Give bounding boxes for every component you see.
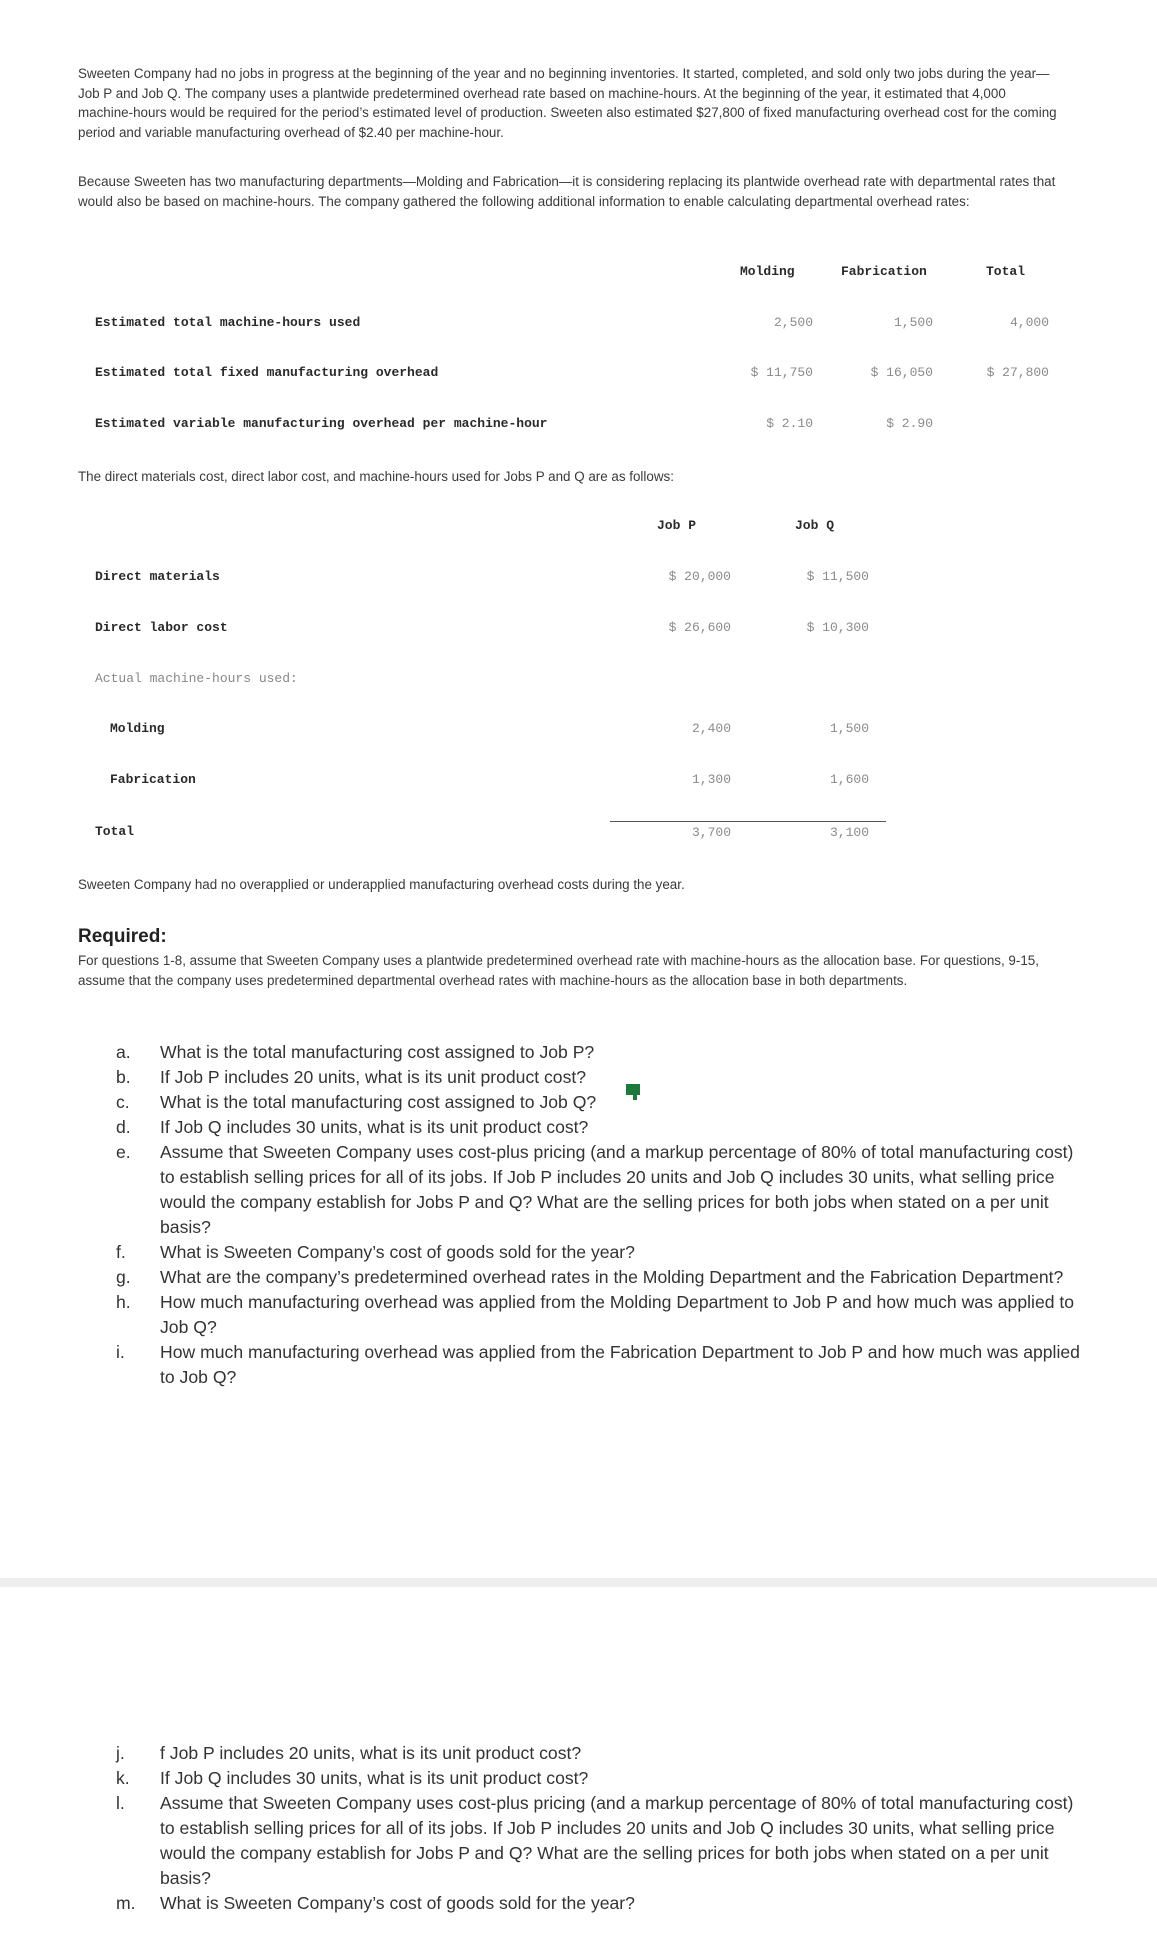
row-label-direct-materials: Direct materials bbox=[95, 569, 220, 584]
col-header-molding: Molding bbox=[740, 264, 795, 279]
question-list-1 bbox=[110, 1040, 1080, 1390]
job-p-molding-hours: 2,400 bbox=[691, 721, 731, 736]
intro-paragraph-2: Because Sweeten has two manufacturing departments—Molding and Fabrication—it is considering replacing its plantwide overhead rate with departmental rates that would also be based on machine-hours. The company gathered the following additional information to enable calculating departmental overhead rates: bbox=[78, 174, 1056, 209]
row-label-fabrication: Fabrication bbox=[110, 772, 196, 787]
question-list-2 bbox=[110, 1741, 1080, 1916]
col-header-job-p: Job P bbox=[657, 518, 697, 533]
question-item: a. What is the total manufacturing cost assigned to Job P? bbox=[116, 1042, 595, 1062]
molding-fixed-overhead: $ 11,750 bbox=[750, 365, 813, 380]
no-over-under-note: Sweeten Company had no overapplied or underapplied manufacturing overhead costs during the year. bbox=[78, 877, 685, 892]
question-item: g. What are the company’s predetermined overhead rates in the Molding Department and the Fabrication Department? bbox=[116, 1267, 1064, 1287]
job-q-direct-labor: $ 10,300 bbox=[806, 620, 869, 635]
job-q-fabrication-hours: 1,600 bbox=[829, 772, 869, 787]
job-q-molding-hours: 1,500 bbox=[829, 721, 869, 736]
question-item: c. What is the total manufacturing cost assigned to Job Q? bbox=[116, 1092, 597, 1112]
total-machine-hours: 4,000 bbox=[1009, 315, 1049, 330]
molding-variable-overhead: $ 2.10 bbox=[766, 416, 813, 431]
green-cursor-icon bbox=[626, 1084, 642, 1100]
required-text: For questions 1-8, assume that Sweeten Company uses a plantwide predetermined overhead rate with machine-hours as the allocation base. For questions, 9-15, assume that the company uses predetermined departmental overhead rates with machine-hours as the allocation base in both departments. bbox=[78, 953, 1039, 988]
question-item: e. Assume that Sweeten Company uses cost-plus pricing (and a markup percentage of 80% of total manufacturing cost) to establish selling prices for all of its jobs. If Job P includes 20 units and Job Q includes 30 units, what selling price would the company establish for Jobs P and Q? What are the selling prices for both jobs when stated on a per unit basis? bbox=[116, 1142, 1074, 1237]
question-item: i. How much manufacturing overhead was applied from the Fabrication Department to Job P and how much was applied to Job Q? bbox=[116, 1342, 1080, 1387]
job-p-direct-labor: $ 26,600 bbox=[668, 620, 731, 635]
row-label-total: Total bbox=[95, 824, 135, 839]
row-label-fixed-overhead: Estimated total fixed manufacturing overhead bbox=[95, 365, 439, 380]
fabrication-machine-hours: 1,500 bbox=[893, 315, 933, 330]
jobs-intro: The direct materials cost, direct labor cost, and machine-hours used for Jobs P and Q are as follows: bbox=[78, 469, 674, 484]
required-heading: Required: bbox=[78, 926, 167, 947]
question-item: k. If Job Q includes 30 units, what is its unit product cost? bbox=[116, 1768, 589, 1788]
question-item: f. What is Sweeten Company’s cost of goods sold for the year? bbox=[116, 1242, 635, 1262]
row-label-molding: Molding bbox=[110, 721, 165, 736]
row-label-direct-labor: Direct labor cost bbox=[95, 620, 228, 635]
question-item: l. Assume that Sweeten Company uses cost-plus pricing (and a markup percentage of 80% of total manufacturing cost) to establish selling prices for all of its jobs. If Job P includes 20 units and Job Q includes 30 units, what selling price would the company establish for Jobs P and Q? What are the selling prices for both jobs when stated on a per unit basis? bbox=[116, 1793, 1074, 1888]
fabrication-fixed-overhead: $ 16,050 bbox=[870, 365, 933, 380]
fabrication-variable-overhead: $ 2.90 bbox=[886, 416, 933, 431]
question-item: b. If Job P includes 20 units, what is its unit product cost? bbox=[116, 1067, 587, 1087]
molding-machine-hours: 2,500 bbox=[773, 315, 813, 330]
row-label-variable-overhead: Estimated variable manufacturing overhead per machine-hour bbox=[95, 416, 548, 431]
job-p-total-hours: 3,700 bbox=[691, 825, 731, 840]
question-item: d. If Job Q includes 30 units, what is its unit product cost? bbox=[116, 1117, 589, 1137]
col-header-job-q: Job Q bbox=[795, 518, 835, 533]
question-item: m. What is Sweeten Company’s cost of goods sold for the year? bbox=[116, 1893, 635, 1913]
job-q-total-hours: 3,100 bbox=[829, 825, 869, 840]
question-item: j. f Job P includes 20 units, what is its unit product cost? bbox=[116, 1743, 582, 1763]
row-label-machine-hours: Estimated total machine-hours used bbox=[95, 315, 361, 330]
row-label-actual-machine-hours: Actual machine-hours used: bbox=[95, 671, 298, 686]
intro-paragraph-1: Sweeten Company had no jobs in progress at the beginning of the year and no beginning inventories. It started, completed, and sold only two jobs during the year—Job P and Job Q. The company uses a plantwide predetermined overhead rate based on machine-hours. At the beginning of the year, it estimated that 4,000 machine-hours would be required for the period’s estimated level of production. Sweeten also estimated $27,800 of fixed manufacturing overhead cost for the coming period and variable manufacturing overhead of $2.40 per machine-hour. bbox=[78, 66, 1057, 140]
total-rule bbox=[610, 821, 886, 822]
job-p-fabrication-hours: 1,300 bbox=[691, 772, 731, 787]
col-header-total: Total bbox=[986, 264, 1026, 279]
question-item: h. How much manufacturing overhead was applied from the Molding Department to Job P and how much was applied to Job Q? bbox=[116, 1292, 1075, 1337]
col-header-fabrication: Fabrication bbox=[841, 264, 927, 279]
job-p-direct-materials: $ 20,000 bbox=[668, 569, 731, 584]
job-q-direct-materials: $ 11,500 bbox=[806, 569, 869, 584]
section-divider bbox=[0, 1578, 1157, 1587]
total-fixed-overhead: $ 27,800 bbox=[986, 365, 1049, 380]
